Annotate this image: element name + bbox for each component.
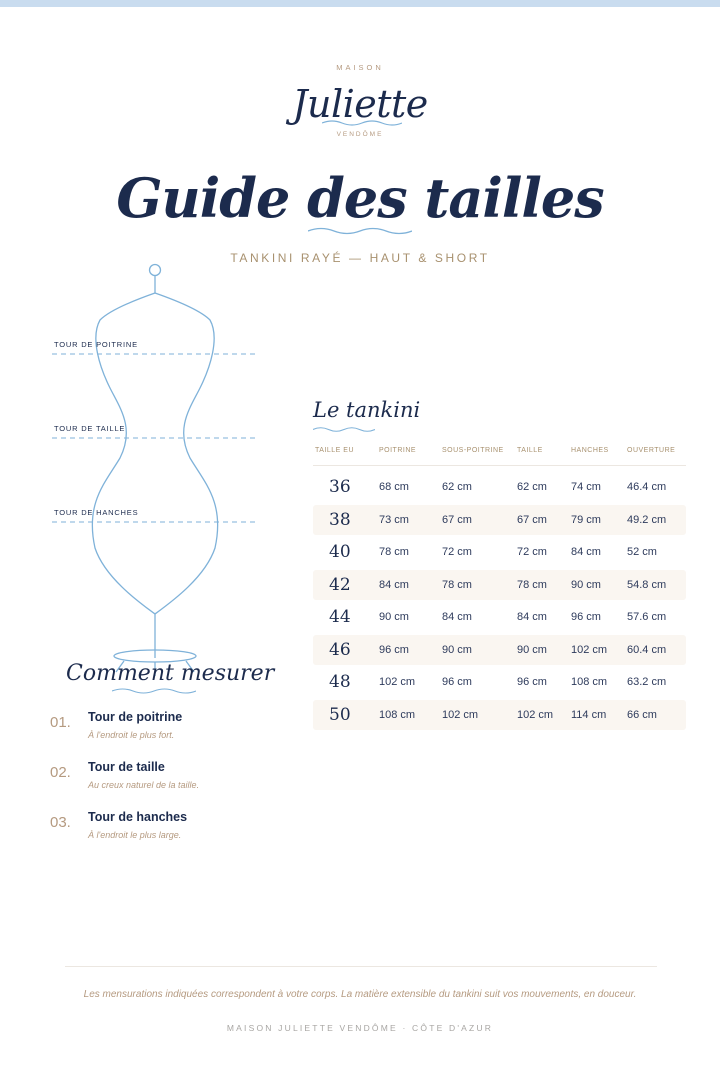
measurement-cell: 54.8 cm — [627, 578, 667, 591]
step-title: Tour de poitrine — [88, 710, 183, 724]
table-row — [313, 537, 686, 567]
step-item — [50, 710, 310, 754]
top-accent-bar — [0, 0, 720, 7]
size-cell: 48 — [329, 672, 351, 692]
measurement-cell: 96 cm — [442, 676, 472, 688]
measurement-cell: 108 cm — [379, 708, 416, 721]
table-row — [313, 667, 686, 697]
measurement-cell: 96 cm — [379, 643, 409, 656]
measurement-cell: 60.4 cm — [627, 643, 667, 656]
measurement-cell: 72 cm — [442, 546, 472, 558]
brand-maison: MAISON — [336, 63, 384, 72]
table-row — [313, 602, 686, 632]
brand-vendome: VENDÔME — [336, 131, 384, 138]
dress-form-illustration — [40, 258, 270, 678]
step-number: 03. — [50, 814, 71, 831]
measurement-cell: 102 cm — [517, 708, 554, 721]
measurement-cell: 73 cm — [379, 513, 409, 526]
page-subtitle: TANKINI RAYÉ — HAUT & SHORT — [230, 251, 490, 265]
measurement-cell: 46.4 cm — [627, 481, 667, 493]
measurement-cell: 84 cm — [517, 611, 547, 623]
size-cell: 50 — [329, 704, 351, 725]
measure-label-bust: TOUR DE POITRINE — [54, 340, 138, 349]
table-title: Le tankini — [313, 398, 421, 422]
table-row — [313, 472, 686, 502]
brand-wave-icon — [322, 119, 402, 127]
measurement-cell: 68 cm — [379, 481, 409, 493]
step-item — [50, 810, 310, 854]
table-wave-icon — [313, 426, 375, 433]
column-header: POITRINE — [379, 447, 417, 454]
step-number: 02. — [50, 764, 71, 781]
title-wave-icon — [308, 226, 412, 236]
step-description: À l'endroit le plus large. — [88, 830, 182, 840]
how-to-measure-title: Comment mesurer — [66, 661, 275, 686]
step-title: Tour de taille — [88, 760, 165, 774]
measurement-cell: 66 cm — [627, 708, 657, 721]
size-cell: 44 — [329, 607, 351, 627]
measurement-cell: 78 cm — [442, 578, 472, 591]
size-table-header — [313, 447, 686, 466]
size-table-body — [313, 472, 686, 732]
page-title: Guide des tailles — [116, 166, 604, 230]
measurement-cell: 102 cm — [379, 676, 416, 688]
measurement-cell: 62 cm — [517, 481, 547, 493]
measurement-cell: 108 cm — [571, 676, 608, 688]
measurement-cell: 67 cm — [442, 513, 472, 526]
measurement-cell: 79 cm — [571, 513, 601, 526]
column-header: OUVERTURE — [627, 447, 676, 454]
step-description: Au creux naturel de la taille. — [88, 780, 200, 790]
footer-brand: MAISON JULIETTE VENDÔME · CÔTE D'AZUR — [226, 1023, 494, 1033]
size-cell: 42 — [329, 574, 351, 595]
table-row — [313, 570, 686, 600]
measurement-cell: 84 cm — [379, 578, 409, 591]
footer-note: Les mensurations indiquées correspondent à votre corps. La matière extensible du tankini suit vos mouvements, en douceur. — [83, 989, 637, 1000]
measurement-cell: 72 cm — [517, 546, 547, 558]
column-header: HANCHES — [571, 447, 609, 454]
measurement-cell: 102 cm — [442, 708, 479, 721]
measurement-cell: 52 cm — [627, 546, 657, 558]
brand-logo: Juliette — [292, 82, 428, 126]
measure-label-waist: TOUR DE TAILLE — [54, 424, 126, 433]
measurement-cell: 90 cm — [571, 578, 601, 591]
size-cell: 46 — [329, 639, 351, 660]
column-header: TAILLE EU — [315, 447, 354, 454]
step-item — [50, 760, 310, 804]
step-title: Tour de hanches — [88, 810, 188, 824]
measurement-cell: 96 cm — [517, 676, 547, 688]
measurement-cell: 74 cm — [571, 481, 601, 493]
table-row — [313, 700, 686, 730]
footer-divider — [65, 966, 657, 967]
measure-label-hips: TOUR DE HANCHES — [54, 508, 139, 517]
measurement-cell: 90 cm — [517, 643, 547, 656]
size-cell: 36 — [329, 477, 351, 497]
measurement-cell: 84 cm — [571, 546, 601, 558]
how-to-wave-icon — [112, 687, 196, 695]
measurement-cell: 49.2 cm — [627, 513, 667, 526]
measurement-cell: 114 cm — [571, 708, 607, 721]
measurement-cell: 67 cm — [517, 513, 547, 526]
measurement-cell: 78 cm — [517, 578, 547, 591]
table-row — [313, 635, 686, 665]
measurement-cell: 90 cm — [442, 643, 472, 656]
size-cell: 40 — [329, 542, 351, 562]
measurement-cell: 63.2 cm — [627, 676, 667, 688]
step-description: À l'endroit le plus fort. — [88, 730, 175, 740]
measurement-cell: 57.6 cm — [627, 611, 667, 623]
measurement-cell: 84 cm — [442, 611, 472, 623]
size-cell: 38 — [329, 509, 351, 530]
measurement-cell: 78 cm — [379, 546, 409, 558]
measurement-cell: 96 cm — [571, 611, 601, 623]
column-header: SOUS-POITRINE — [442, 447, 504, 454]
measurement-cell: 90 cm — [379, 611, 409, 623]
step-number: 01. — [50, 714, 71, 731]
table-row — [313, 505, 686, 535]
measurement-cell: 62 cm — [442, 481, 472, 493]
measurement-cell: 102 cm — [571, 643, 608, 656]
column-header: TAILLE — [517, 447, 543, 454]
